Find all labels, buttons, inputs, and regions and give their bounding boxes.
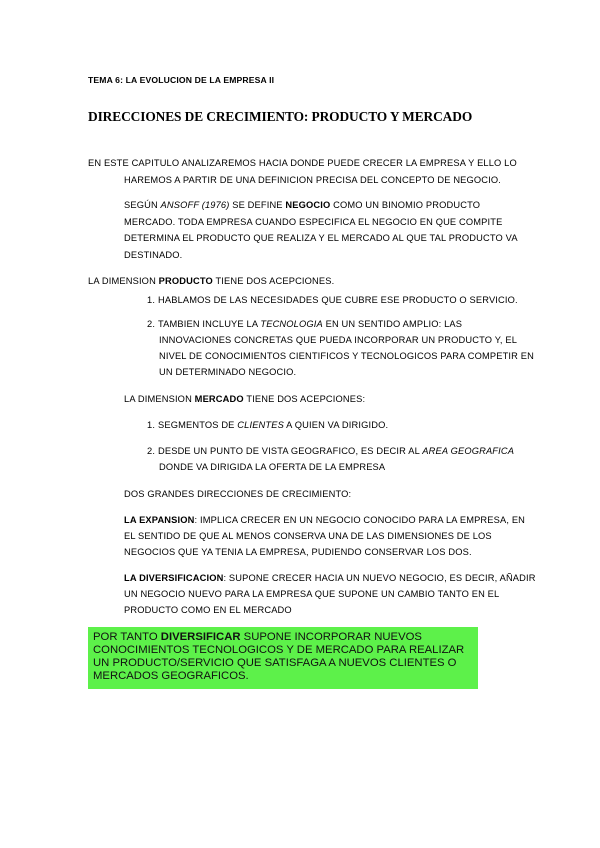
diversificacion-line-2: UN NEGOCIO NUEVO PARA LA EMPRESA QUE SUPONE UN CAMBIO TANTO EN EL (124, 589, 500, 599)
diversificacion-post: : SUPONE CRECER HACIA UN NUEVO NEGOCIO, ES DECIR, AÑADIR (223, 573, 536, 583)
producto-item-2-line-4: UN DETERMINADO NEGOCIO. (159, 367, 297, 377)
producto-pre: LA DIMENSION (88, 276, 159, 286)
summary-line-4: MERCADOS GEOGRAFICOS. (93, 670, 249, 682)
ansoff-line-2: MERCADO. TODA EMPRESA CUANDO ESPECIFICA EL NEGOCIO EN QUE COMPITE (124, 217, 503, 227)
expansion-line-3: NEGOCIOS QUE YA TENIA LA EMPRESA, PUDIENDO CONSERVAR LOS DOS. (124, 547, 472, 557)
mercado-item-2 (147, 445, 514, 457)
intro-line-1: EN ESTE CAPITULO ANALIZAREMOS HACIA DONDE PUEDE CRECER LA EMPRESA Y ELLO LO (88, 158, 517, 168)
ansoff-term: NEGOCIO (285, 200, 331, 210)
ansoff-line-1 (124, 199, 480, 211)
ansoff-mid: SE DEFINE (229, 200, 286, 210)
mercado-item-1-pre: SEGMENTOS DE (158, 420, 238, 430)
list-number: 2. (147, 319, 156, 329)
producto-post: TIENE DOS ACEPCIONES. (212, 276, 335, 286)
expansion-line-1 (124, 514, 525, 526)
mercado-item-1-term: CLIENTES (237, 420, 284, 430)
summary-term: DIVERSIFICAR (160, 631, 241, 643)
mercado-item-2-term: AREA GEOGRAFICA (422, 446, 515, 456)
mercado-item-2-line-2: DONDE VA DIRIGIDA LA OFERTA DE LA EMPRESA (159, 462, 386, 472)
producto-item-2-term: TECNOLOGIA (260, 319, 323, 329)
summary-line-1 (93, 631, 478, 644)
producto-item-2-line-2: INNOVACIONES CONCRETAS QUE PUEDA INCORPORAR UN PRODUCTO Y, EL (159, 335, 518, 345)
topic-heading: TEMA 6: LA EVOLUCION DE LA EMPRESA II (88, 75, 275, 85)
expansion-line-2: EL SENTIDO DE QUE AL MENOS CONSERVA UNA DE LAS DIMENSIONES DE LOS (124, 531, 492, 541)
mercado-post: TIENE DOS ACEPCIONES: (243, 394, 366, 404)
ansoff-post: COMO UN BINOMIO PRODUCTO (330, 200, 481, 210)
producto-term: PRODUCTO (158, 276, 213, 286)
mercado-item-1 (147, 419, 388, 431)
producto-item-2-line-3: NIVEL DE CONOCIMIENTOS CIENTIFICOS Y TECNOLOGICOS PARA COMPETIR EN (159, 351, 534, 361)
diversificacion-term: LA DIVERSIFICACION (124, 573, 224, 583)
summary-text (93, 631, 478, 683)
mercado-term: MERCADO (194, 394, 244, 404)
list-number: 1. (147, 420, 156, 430)
directions-heading: DOS GRANDES DIRECCIONES DE CRECIMIENTO: (124, 489, 352, 499)
list-number: 2. (147, 446, 156, 456)
ansoff-line-4: DESTINADO. (124, 250, 183, 260)
mercado-pre: LA DIMENSION (124, 394, 195, 404)
diversificacion-line-1 (124, 572, 536, 584)
expansion-term: LA EXPANSION (124, 515, 195, 525)
producto-item-1 (147, 294, 518, 306)
summary-line-2: CONOCIMIENTOS TECNOLOGICOS Y DE MERCADO PARA REALIZAR (93, 644, 465, 656)
ansoff-line-3: DETERMINA EL PRODUCTO QUE REALIZA Y EL MERCADO AL QUE TAL PRODUCTO VA (124, 233, 518, 243)
ansoff-author: ANSOFF (1976) (160, 200, 230, 210)
list-number: 1. (147, 295, 156, 305)
page-title: DIRECCIONES DE CRECIMIENTO: PRODUCTO Y MERCADO (88, 109, 473, 124)
summary-line-3: UN PRODUCTO/SERVICIO QUE SATISFAGA A NUEVOS CLIENTES O (93, 657, 457, 669)
producto-item-1-text: HABLAMOS DE LAS NECESIDADES QUE CUBRE ESE PRODUCTO O SERVICIO. (158, 295, 518, 305)
mercado-item-1-post: A QUIEN VA DIRIGIDO. (283, 420, 389, 430)
producto-item-2-post: EN UN SENTIDO AMPLIO: LAS (322, 319, 463, 329)
intro-line-2: HAREMOS A PARTIR DE UNA DEFINICION PRECISA DEL CONCEPTO DE NEGOCIO. (124, 175, 502, 185)
summary-post: SUPONE INCORPORAR NUEVOS (240, 631, 422, 643)
producto-item-2 (147, 318, 462, 330)
producto-heading (88, 275, 334, 287)
mercado-heading (124, 393, 365, 405)
ansoff-pre: SEGÚN (124, 200, 161, 210)
expansion-post: : IMPLICA CRECER EN UN NEGOCIO CONOCIDO PARA LA EMPRESA, EN (194, 515, 526, 525)
producto-item-2-pre: TAMBIEN INCLUYE LA (158, 319, 261, 329)
diversificacion-line-3: PRODUCTO COMO EN EL MERCADO (124, 605, 292, 615)
summary-pre: POR TANTO (93, 631, 161, 643)
mercado-item-2-pre: DESDE UN PUNTO DE VISTA GEOGRAFICO, ES DECIR AL (158, 446, 423, 456)
